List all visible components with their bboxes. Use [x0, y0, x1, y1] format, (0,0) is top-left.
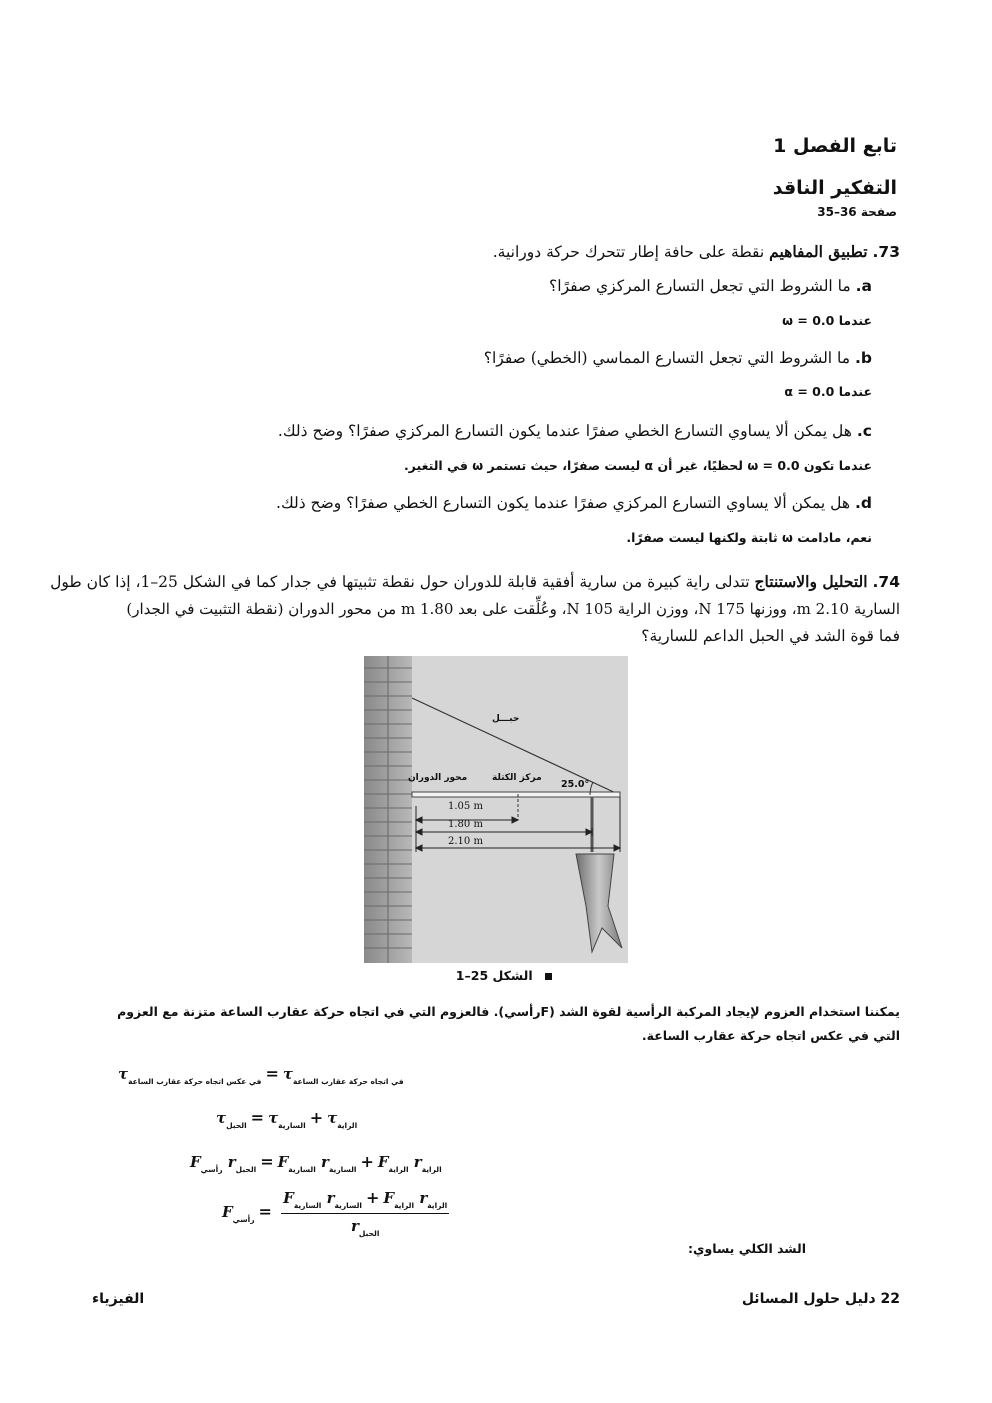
question-line-2: السارية 2.10 m، ووزنها 175 N، ووزن الراية 105 N، وعُلِّقت على بعد 1.80 m من محور الدوران (نقطة التثبيت في الجدار) — [126, 600, 900, 618]
figure-caption: الشكل 25–1 — [456, 968, 552, 983]
chapter-title: تابع الفصل 1 — [773, 135, 897, 157]
dimension-3-label: 2.10 m — [448, 836, 483, 847]
fraction: $\frac{F_{السارية} r_{السارية} + F_{الراية} r_{الراية}}{r_{الحبل}}$ — [283, 1188, 448, 1238]
question-number: 74. — [872, 573, 900, 591]
section-title: التفكير الناقد — [772, 177, 897, 199]
question-label: تطبيق المفاهيم — [769, 242, 868, 261]
question-line-1: تتدلى راية كبيرة من سارية أفقية قابلة للدوران حول نقطة تثبيتها في جدار كما في الشكل 25–1، إذا كان طول — [50, 573, 750, 591]
flagpole-diagram — [364, 656, 628, 963]
dimension-2-label: 1.80 m — [448, 819, 483, 830]
question-text: نقطة على حافة إطار تتحرك حركة دورانية. — [492, 243, 765, 261]
part-a-question: a. ما الشروط التي تجعل التسارع المركزي صفرًا؟ — [549, 277, 872, 295]
part-a-answer: عندما ω = 0.0 — [782, 313, 872, 328]
figure-25-1 — [364, 656, 628, 963]
question-number: 73. — [872, 243, 900, 261]
dimension-1-label: 1.05 m — [448, 801, 483, 812]
pole — [412, 792, 620, 797]
com-label: مركز الكتلة — [492, 773, 542, 783]
flag — [576, 854, 622, 952]
part-b-answer: عندما α = 0.0 — [784, 384, 872, 399]
part-c-answer: عندما تكون ω = 0.0 لحظيًا، غير أن α ليست صفرًا، حيث تستمر ω في التغير. — [403, 458, 872, 473]
rope-label: حبـــل — [492, 714, 520, 724]
total-tension-label: الشد الكلي يساوي: — [688, 1241, 806, 1256]
pivot-label: محور الدوران — [408, 773, 468, 783]
question-line-3: فما قوة الشد في الحبل الداعم للسارية؟ — [641, 627, 900, 645]
question-label: التحليل والاستنتاج — [754, 572, 868, 591]
caption-bullet-icon — [545, 973, 552, 980]
angle-label: 25.0° — [561, 779, 590, 790]
question-74 — [50, 568, 900, 650]
explanation-line-1: يمكننا استخدام العزوم لإيجاد المركبة الرأسية لقوة الشد (Fرأسي). فالعزوم التي في اتجاه حركة عقارب الساعة متزنة مع العزوم — [117, 1004, 900, 1019]
part-d-question: d. هل يمكن ألا يساوي التسارع المركزي صفرًا عندما يكون التسارع الخطي صفرًا؟ وضح ذلك. — [276, 494, 872, 512]
part-c-question: c. هل يمكن ألا يساوي التسارع الخطي صفرًا عندما يكون التسارع المركزي صفرًا؟ وضح ذلك. — [277, 422, 872, 440]
question-73 — [100, 238, 900, 266]
equation-1: $\tau_{في عكس اتجاه حركة عقارب الساعة} = \tau_{في اتجاه حركة عقارب الساعة}$ — [118, 1064, 404, 1086]
equation-3: $F_{رأسي}$ $r_{الحبل} = F_{السارية}$ $r_{السارية} + F_{الراية}$ $r_{الراية}$ — [190, 1152, 442, 1174]
part-d-answer: نعم، مادامت ω ثابتة ولكنها ليست صفرًا. — [626, 530, 872, 545]
explanation-line-2: التي في عكس اتجاه حركة عقارب الساعة. — [641, 1028, 900, 1043]
explanation — [80, 1000, 900, 1048]
footer-page: 22 دليل حلول المسائل — [741, 1291, 900, 1307]
wall — [364, 656, 412, 963]
part-b-question: b. ما الشروط التي تجعل التسارع المماسي (الخطي) صفرًا؟ — [483, 349, 872, 367]
equation-2: $\tau_{الحبل} = \tau_{السارية} + \tau_{الراية}$ — [216, 1108, 358, 1130]
page-reference: صفحة 36–35 — [817, 205, 897, 219]
equation-4: $F_{رأسي}$ = $\frac{F_{السارية} r_{السارية} + F_{الراية} r_{الراية}}{r_{الحبل}}$ — [222, 1188, 448, 1238]
footer-subject: الفيزياء — [92, 1291, 145, 1307]
